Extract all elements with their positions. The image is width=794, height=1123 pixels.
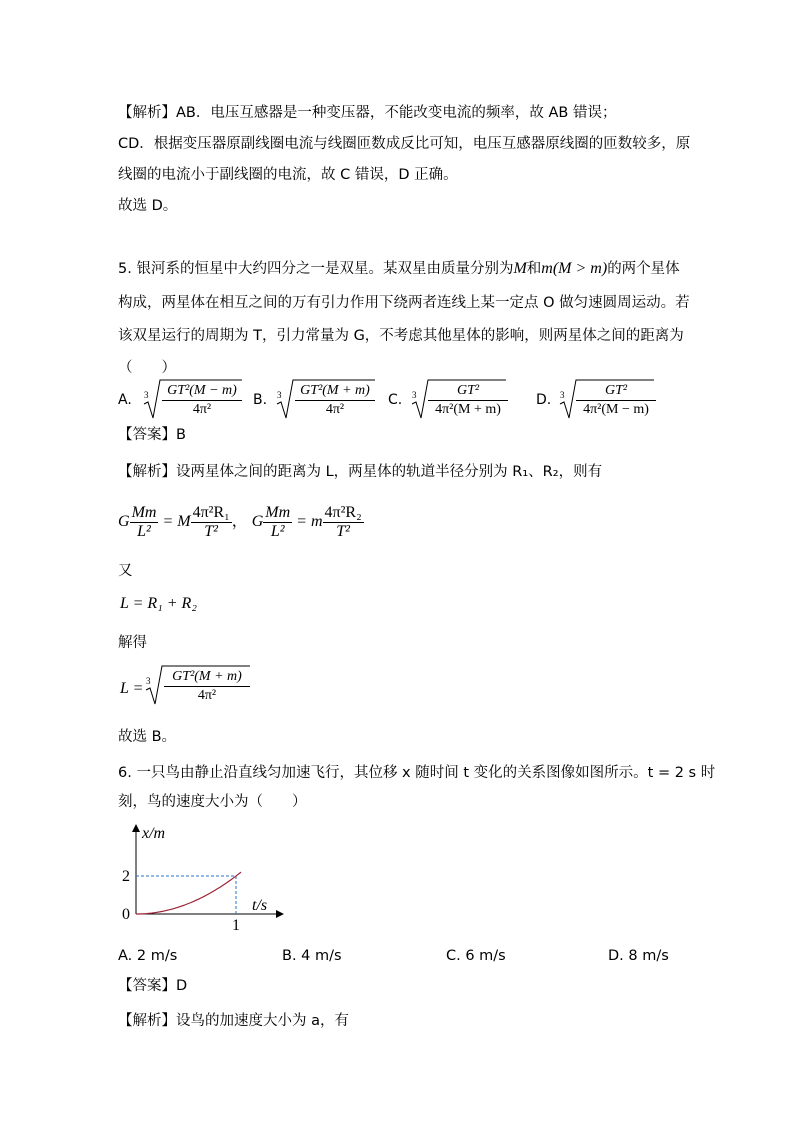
denominator: L²: [270, 523, 285, 540]
q4-analysis-line3: 线圈的电流小于副线圈的电流，故 C 错误，D 正确。: [118, 167, 458, 183]
q5-you: 又: [118, 563, 133, 579]
answer-value: D: [176, 978, 188, 994]
denominator: T²: [336, 523, 350, 540]
denominator: L²: [137, 523, 151, 540]
q5-option-b[interactable]: [253, 378, 383, 424]
q5-stem-line2: 构成，两星体在相互之间的万有引力作用下绕两者连线上某一定点 O 做匀速圆周运动。若: [118, 295, 690, 311]
y-tick-label: 2: [122, 868, 130, 885]
option-label: C.: [388, 392, 403, 408]
denominator: 4π²: [192, 402, 212, 417]
numerator: GT²(M − m): [162, 382, 242, 401]
q5-mass-M: M: [513, 260, 527, 277]
q5-equation-result: [120, 664, 260, 710]
numerator: 4π²R₂: [324, 504, 362, 521]
denominator: 4π²(M + m): [435, 402, 501, 417]
answer-value: B: [176, 427, 186, 443]
option-label: D.: [536, 392, 552, 408]
x-axis-label: t/s: [252, 897, 268, 914]
fraction: [323, 504, 364, 541]
equals-M: = M: [162, 513, 191, 531]
q5-mass-m: m: [541, 260, 553, 277]
q5-condition: (M > m): [552, 260, 608, 277]
separator: ，: [231, 513, 248, 531]
q5-stem-part-a: 5. 银河系的恒星中大约四分之一是双星。某双星由质量分别为: [118, 261, 514, 277]
q5-and: 和: [526, 261, 542, 277]
q5-stem-line1: [118, 259, 680, 279]
q6-option-d[interactable]: D. 8 m/s: [608, 948, 669, 964]
q4-analysis-line2: CD．根据变压器原副线圈电流与线圈匝数成反比可知，电压互感器原线圈的匝数较多，原: [118, 136, 691, 152]
answer-tag: 【答案】: [118, 978, 176, 994]
q6-stem-line2: 刻，鸟的速度大小为（ ）: [118, 794, 307, 810]
q6-answer: [118, 976, 187, 996]
fraction: [130, 504, 159, 541]
analysis-tag: 【解析】: [118, 1013, 176, 1029]
denominator: 4π²: [325, 402, 345, 417]
root-index: 3: [412, 390, 417, 400]
x-tick-label: 1: [232, 917, 240, 934]
analysis-tag: 【解析】: [118, 464, 176, 480]
q5-equation-gravity: [118, 504, 364, 541]
analysis-text: 设两星体之间的距离为 L，两星体的轨道半径分别为 R₁、R₂，则有: [176, 464, 603, 480]
q5-stem-line4: （ ）: [118, 360, 176, 376]
q5-option-c[interactable]: [388, 378, 518, 424]
symbol-G: G: [251, 513, 264, 531]
q6-stem-line1: 6. 一只鸟由静止沿直线匀加速飞行，其位移 x 随时间 t 变化的关系图像如图所示。t = 2 s 时: [118, 765, 716, 781]
answer-tag: 【答案】: [118, 427, 176, 443]
root-index: 3: [560, 390, 565, 400]
numerator: 4π²R₁: [192, 504, 230, 521]
q4-conclusion: 故选 D。: [118, 198, 178, 214]
lhs: L =: [120, 680, 144, 697]
equals-m: = m: [296, 513, 323, 531]
option-label: B.: [253, 392, 268, 408]
q5-option-a[interactable]: [118, 378, 248, 424]
q4-analysis-text: AB．电压互感器是一种变压器，不能改变电流的频率，故 AB 错误；: [176, 105, 617, 121]
symbol-G: G: [118, 513, 130, 531]
q5-conclusion: 故选 B。: [118, 729, 177, 745]
numerator: GT²(M + m): [295, 382, 375, 401]
q6-option-c[interactable]: C. 6 m/s: [446, 948, 506, 964]
radicand: [576, 382, 656, 419]
q5-jiede: 解得: [118, 635, 147, 651]
analysis-text: 设鸟的加速度大小为 a，有: [176, 1013, 349, 1029]
denominator: 4π²(M − m): [583, 402, 649, 417]
numerator: Mm: [131, 504, 157, 521]
fraction: [191, 504, 232, 541]
q6-analysis-line1: [118, 1011, 349, 1031]
q5-equation-sum: L = R₁ + R₂: [120, 595, 197, 612]
radicand: [162, 382, 242, 419]
radicand: [428, 382, 508, 419]
q6-option-a[interactable]: A. 2 m/s: [118, 948, 178, 964]
q6-option-b[interactable]: B. 4 m/s: [282, 948, 342, 964]
q5-stem-line3: 该双星运行的周期为 T，引力常量为 G，不考虑其他星体的影响，则两星体之间的距离为: [118, 328, 684, 344]
fraction: [263, 504, 292, 541]
numerator: GT²: [576, 382, 656, 401]
numerator: Mm: [265, 504, 291, 521]
y-axis-label: x/m: [142, 825, 166, 842]
analysis-tag: 【解析】: [118, 105, 176, 121]
root-index: 3: [277, 390, 282, 400]
q5-option-d[interactable]: [536, 378, 666, 424]
q5-answer: [118, 425, 186, 445]
numerator: GT²(M + m): [164, 668, 250, 687]
xt-curve: [136, 872, 241, 914]
radicand: [164, 668, 250, 705]
numerator: GT²: [428, 382, 508, 401]
option-label: A.: [118, 392, 132, 408]
q5-analysis-line1: [118, 462, 602, 482]
denominator: T²: [204, 523, 218, 540]
origin-label: 0: [122, 906, 130, 923]
q4-analysis-line1: [118, 103, 616, 123]
denominator: 4π²: [197, 688, 217, 703]
radicand: [295, 382, 375, 419]
q5-stem-part-b: 的两个星体: [607, 261, 680, 277]
root-index: 3: [146, 676, 151, 686]
root-index: 3: [144, 390, 149, 400]
xt-graph: [112, 822, 292, 934]
